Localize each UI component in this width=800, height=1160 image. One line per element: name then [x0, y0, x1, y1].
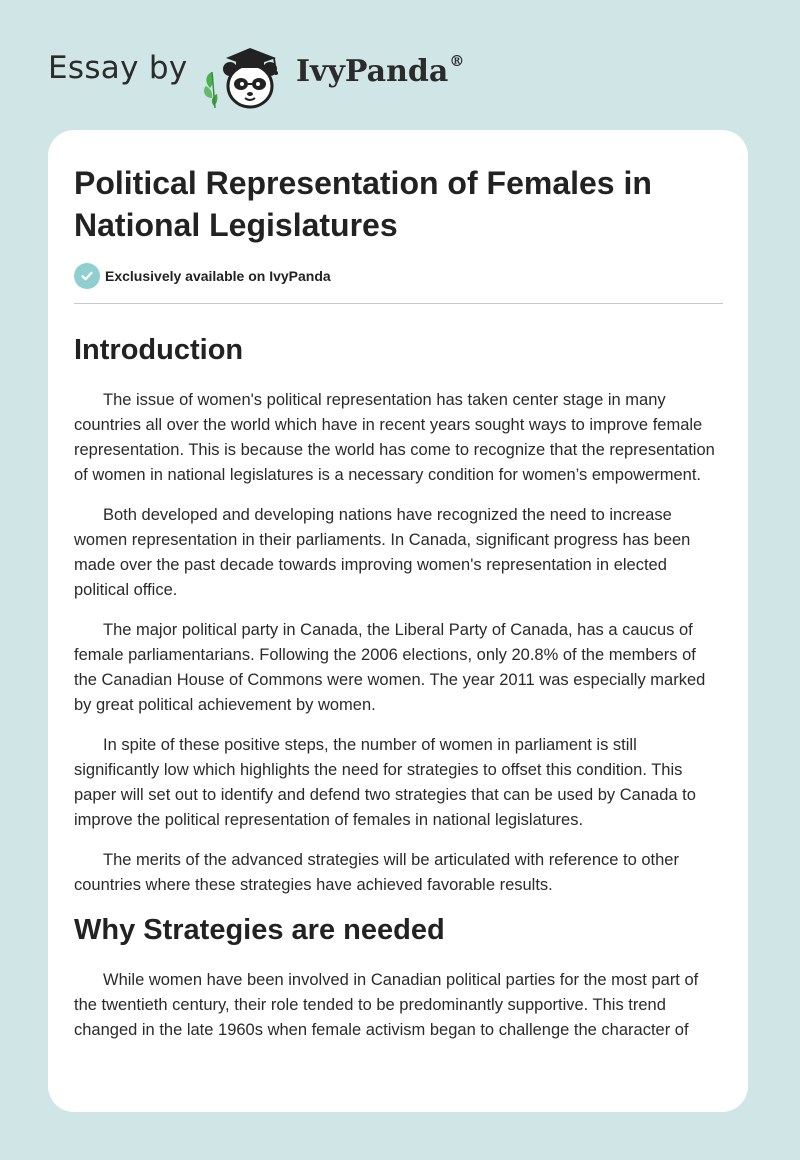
paragraph: Both developed and developing nations have recognized the need to increase women representation in their parliaments. In Canada, significant progress has been made over the past decade towards improving women's representation in elected political office. — [74, 506, 691, 599]
exclusive-badge — [74, 263, 331, 289]
paragraph: In spite of these positive steps, the number of women in parliament is still significantly low which highlights the need for strategies to offset this condition. This paper will set out to identify and defend two strategies that can be used by Canada to improve the political representation of females in national legislatures. — [74, 736, 696, 829]
panda-graduate-icon — [200, 36, 290, 110]
article-body — [74, 320, 723, 1043]
section-heading-why-strategies: Why Strategies are needed — [74, 914, 445, 946]
section-heading-introduction: Introduction — [74, 334, 244, 366]
check-icon — [74, 263, 100, 289]
brand-name: IvyPanda® — [296, 52, 465, 89]
paragraph: While women have been involved in Canadian political parties for the most part of the twentieth century, their role tended to be predominantly supportive. This trend changed in the late 1960s when female activism began to challenge the character of — [74, 971, 699, 1039]
article-card — [48, 130, 748, 1112]
paragraph: The major political party in Canada, the Liberal Party of Canada, has a caucus of female parliamentarians. Following the 2006 elections, only 20.8% of the members of the Canadian House of Commons were women. The year 2011 was especially marked by great political achievement by women. — [74, 621, 706, 714]
paragraph: The merits of the advanced strategies will be articulated with reference to other countries where these strategies have achieved favorable results. — [74, 851, 679, 894]
site-header — [48, 34, 528, 112]
divider — [74, 303, 723, 304]
page-title: Political Representation of Females in National Legislatures — [74, 165, 652, 243]
badge-label: Exclusively available on IvyPanda — [105, 268, 331, 284]
essay-by-label: Essay by — [48, 50, 188, 86]
paragraph: The issue of women's political representation has taken center stage in many countries all over the world which have in recent years sought ways to improve female representation. This is because the world has come to recognize that the representation of women in national legislatures is a necessary condition for women’s empowerment. — [74, 391, 715, 484]
